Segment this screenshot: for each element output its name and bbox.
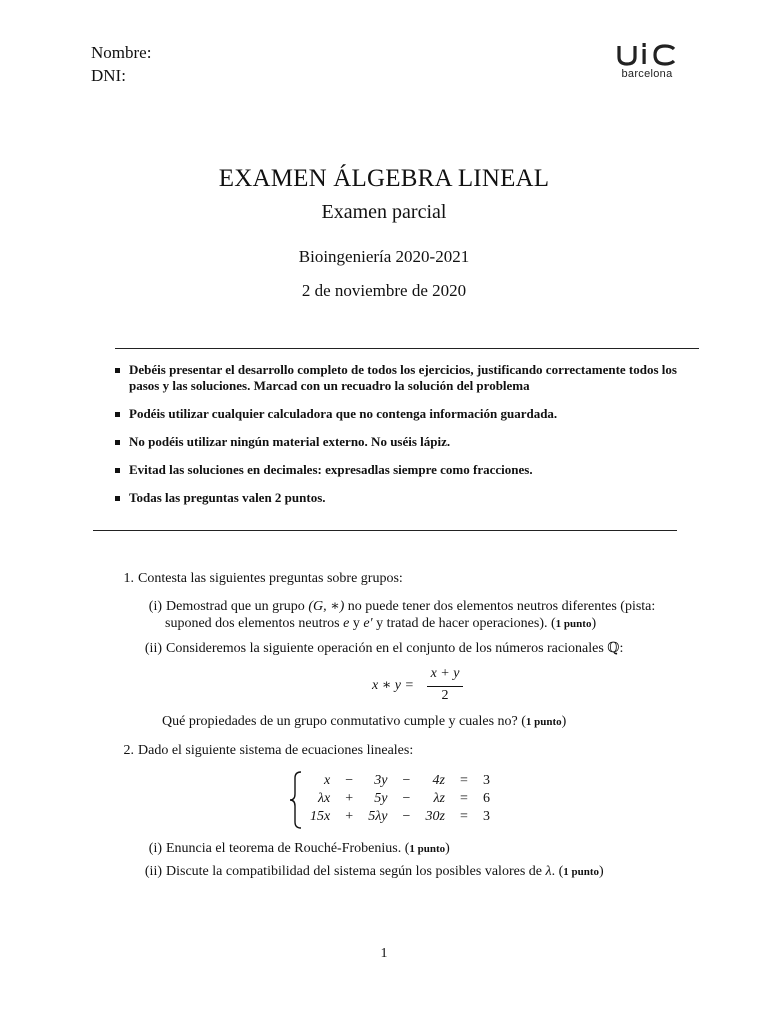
points-badge: 1 punto (563, 866, 600, 878)
part-label: (ii) (144, 864, 162, 879)
operator: − (402, 809, 411, 824)
top-divider (115, 348, 699, 349)
page-number: 1 (380, 946, 388, 961)
instructions-list (115, 362, 695, 518)
math-lambda: λ (545, 864, 552, 879)
operator: − (402, 791, 411, 806)
part-text: : (619, 641, 624, 656)
part-text: Qué propiedades de un grupo conmutativo cumple y cuales no? ( (162, 714, 526, 729)
equation-row (306, 790, 494, 808)
equation-row (306, 772, 494, 790)
term: 15x (310, 809, 331, 824)
points-badge: 1 punto (555, 618, 592, 630)
constant: 3 (482, 773, 490, 788)
equals-sign: = (460, 791, 468, 806)
math-e: e (343, 616, 350, 631)
instruction-item: No podéis utilizar ningún material externo. No uséis lápiz. (115, 434, 695, 450)
part-text: ) (591, 616, 597, 631)
part-text: y (349, 616, 364, 631)
term: λx (317, 791, 331, 806)
part-label: (ii) (144, 641, 162, 656)
exam-subtitle: Examen parcial (321, 201, 447, 223)
part-text: ) (445, 841, 450, 856)
question-text: Contesta las siguientes preguntas sobre grupos: (138, 571, 403, 586)
points-badge: 1 punto (409, 843, 446, 855)
question-1-part-i (138, 598, 705, 633)
operator: + (345, 791, 354, 806)
question-number: 2. (123, 743, 134, 758)
term: 30z (425, 809, 445, 824)
name-label: Nombre: (91, 43, 152, 62)
math-e-prime: e′ (363, 616, 373, 631)
course-label: Bioingeniería 2020-2021 (298, 247, 470, 266)
operator: + (345, 809, 354, 824)
logo-city-text: barcelona (621, 68, 673, 80)
system-brace (288, 770, 304, 830)
operator: − (402, 773, 411, 788)
uic-logo (616, 40, 678, 84)
part-label: (i) (148, 599, 162, 614)
question-2 (110, 742, 670, 759)
system-table (306, 772, 494, 826)
part-label: (i) (148, 841, 162, 856)
part-text: ) (561, 714, 567, 729)
question-1 (110, 570, 670, 587)
formula-lhs: x ∗ y = (372, 678, 414, 693)
dni-label: DNI: (91, 66, 126, 85)
operator: − (345, 773, 354, 788)
uic-logo-mark (616, 40, 678, 68)
formula-denominator: 2 (441, 688, 449, 703)
instruction-item: Todas las preguntas valen 2 puntos. (115, 490, 695, 506)
question-1-part-ii (135, 640, 680, 657)
constant: 6 (482, 791, 490, 806)
exam-date: 2 de noviembre de 2020 (301, 281, 467, 300)
linear-system (288, 770, 528, 830)
question-text: Dado el siguiente sistema de ecuaciones lineales: (138, 743, 414, 758)
question-1-prompt (162, 713, 682, 731)
question-2-part-ii (135, 863, 680, 881)
question-number: 1. (123, 571, 134, 586)
bottom-divider (93, 530, 677, 531)
part-text: Consideremos la siguiente operación en el conjunto de los números racionales (166, 641, 608, 656)
points-badge: 1 punto (525, 716, 562, 728)
equation-row (306, 808, 494, 826)
formula-numerator: x + y (430, 666, 460, 681)
part-text: no puede tener dos elementos neutros diferentes (pista: suponed dos elementos neutros (165, 599, 656, 631)
equals-sign: = (460, 809, 468, 824)
operation-formula (372, 666, 492, 706)
instruction-item: Debéis presentar el desarrollo completo de todos los ejercicios, justificando correctamente todos los pasos y las soluciones. Marcad con un recuadro la solución del problema (115, 362, 695, 394)
fraction-bar (427, 686, 463, 687)
part-text: Demostrad que un grupo (166, 599, 309, 614)
question-2-part-i (138, 840, 678, 858)
part-text: Discute la compatibilidad del sistema según los posibles valores de (166, 864, 546, 879)
part-text: Enuncia el teorema de Rouché-Frobenius. ( (166, 841, 410, 856)
equals-sign: = (460, 773, 468, 788)
term: x (324, 773, 331, 788)
instruction-item: Evitad las soluciones en decimales: expresadlas siempre como fracciones. (115, 462, 695, 478)
term: 3y (374, 773, 388, 788)
exam-title: EXAMEN ÁLGEBRA LINEAL (218, 165, 550, 192)
part-text: ) (599, 864, 604, 879)
part-text: y tratad de hacer operaciones). ( (372, 616, 556, 631)
constant: 3 (482, 809, 490, 824)
term: λz (433, 791, 445, 806)
term: 5λy (368, 809, 388, 824)
part-text: . ( (551, 864, 564, 879)
term: 4z (432, 773, 445, 788)
instruction-item: Podéis utilizar cualquier calculadora que no contenga información guardada. (115, 406, 695, 422)
math-group: (G, ∗) (308, 599, 345, 614)
term: 5y (374, 791, 388, 806)
math-rationals: ℚ (607, 641, 620, 656)
